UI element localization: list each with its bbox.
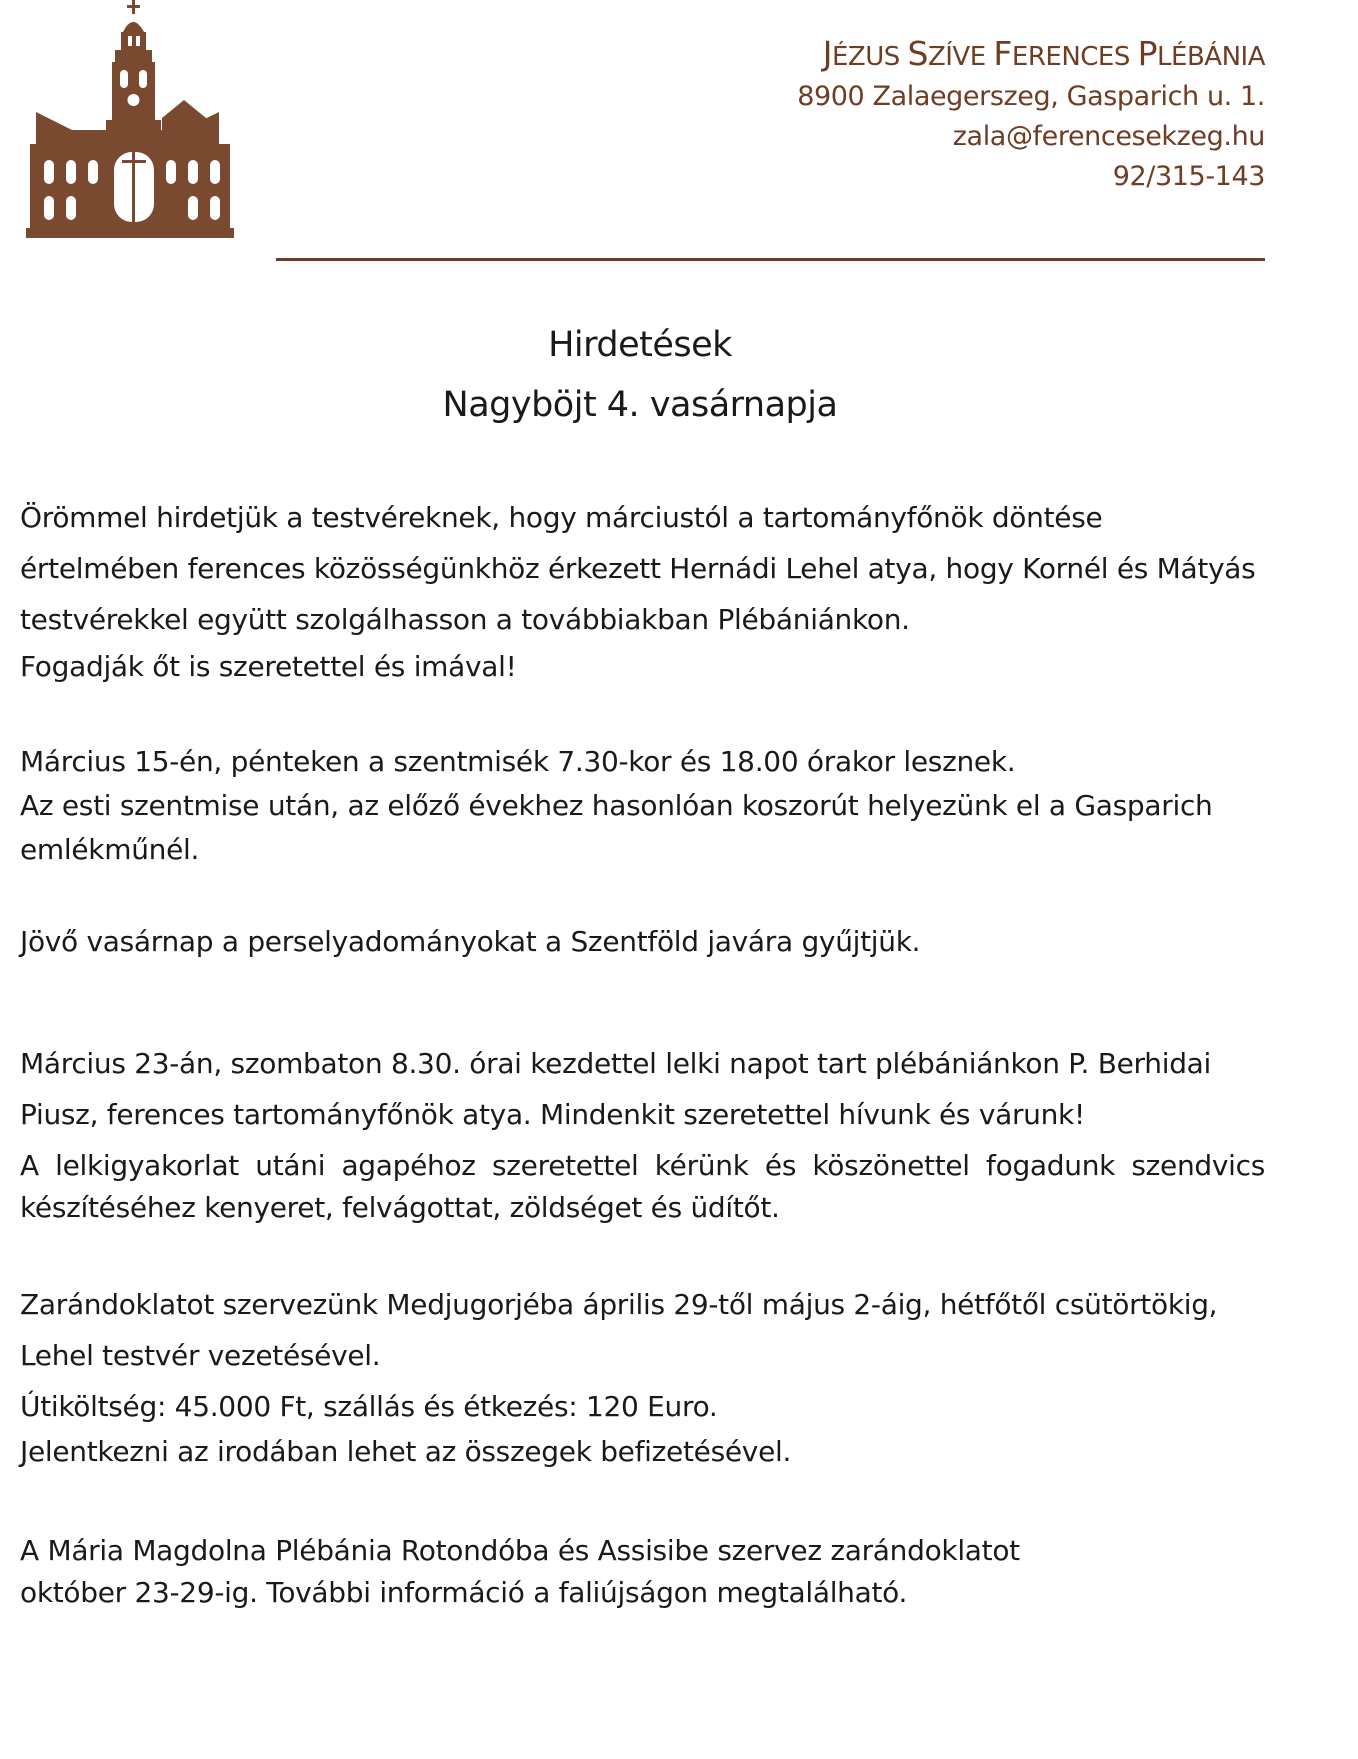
announcement-assisi-pilgrimage [20,1530,1265,1614]
announcement-line: Piusz, ferences tartományfőnök atya. Mindenkit szeretettel hívunk és várunk! [20,1098,1085,1131]
announcement-medjugorje-pilgrimage [20,1279,1265,1472]
announcement-holy-land-collection [20,920,1265,964]
parish-address: 8900 Zalaegerszeg, Gasparich u. 1. [797,81,1265,112]
parish-name: JÉZUS SZÍVE FERENCES PLÉBÁNIA [822,34,1265,73]
announcement-line: Lehel testvér vezetésével. [20,1339,381,1372]
announcement-line: Jövő vasárnap a perselyadományokat a Szentföld javára gyűjtjük. [20,925,921,958]
announcement-line: emlékműnél. [20,833,200,866]
announcement-retreat-day [20,1038,1265,1224]
announcement-line: A lelkigyakorlat utáni agapéhoz szeretettel kérünk és köszönettel fogadunk szendvics [20,1149,1265,1182]
parish-email[interactable]: zala@ferencesekzeg.hu [952,121,1265,152]
announcement-line: Örömmel hirdetjük a testvéreknek, hogy márciustól a tartományfőnök döntése [20,501,1103,534]
parish-header [797,34,1265,197]
announcement-line: Útiköltség: 45.000 Ft, szállás és étkezés: 120 Euro. [20,1390,718,1423]
announcement-line: Zarándoklatot szervezünk Medjugorjéba április 29-től május 2-áig, hétfőtől csütörtökig, [20,1288,1218,1321]
announcement-line: Március 15-én, pénteken a szentmisék 7.30-kor és 18.00 órakor lesznek. [20,745,1016,778]
page-subtitle: Nagyböjt 4. vasárnapja [442,385,838,425]
page-title: Hirdetések [548,325,732,365]
announcement-line: Fogadják őt is szeretettel és imával! [20,650,517,683]
announcement-line: testvérekkel együtt szolgálhasson a továbbiakban Plébániánkon. [20,603,910,636]
announcement-march-15 [20,740,1265,872]
church-logo-icon [14,0,242,240]
announcement-line: értelmében ferences közösségünkhöz érkezett Hernádi Lehel atya, hogy Kornél és Mátyás [20,552,1256,585]
announcement-new-friar [20,492,1265,689]
announcement-line: Az esti szentmise után, az előző évekhez hasonlóan koszorút helyezünk el a Gasparich [20,789,1213,822]
announcement-line: A Mária Magdolna Plébánia Rotondóba és Assisibe szervez zarándoklatot [20,1534,1020,1567]
announcement-line: Jelentkezni az irodában lehet az összegek befizetésével. [20,1435,792,1468]
announcement-line: készítéséhez kenyeret, felvágottat, zöldséget és üdítőt. [20,1191,780,1224]
parish-phone: 92/315-143 [1112,161,1265,192]
announcement-line: Március 23-án, szombaton 8.30. órai kezdettel lelki napot tart plébániánkon P. Berhidai [20,1047,1212,1080]
header-divider [276,258,1265,261]
announcement-line: október 23-29-ig. További információ a faliújságon megtalálható. [20,1576,908,1609]
